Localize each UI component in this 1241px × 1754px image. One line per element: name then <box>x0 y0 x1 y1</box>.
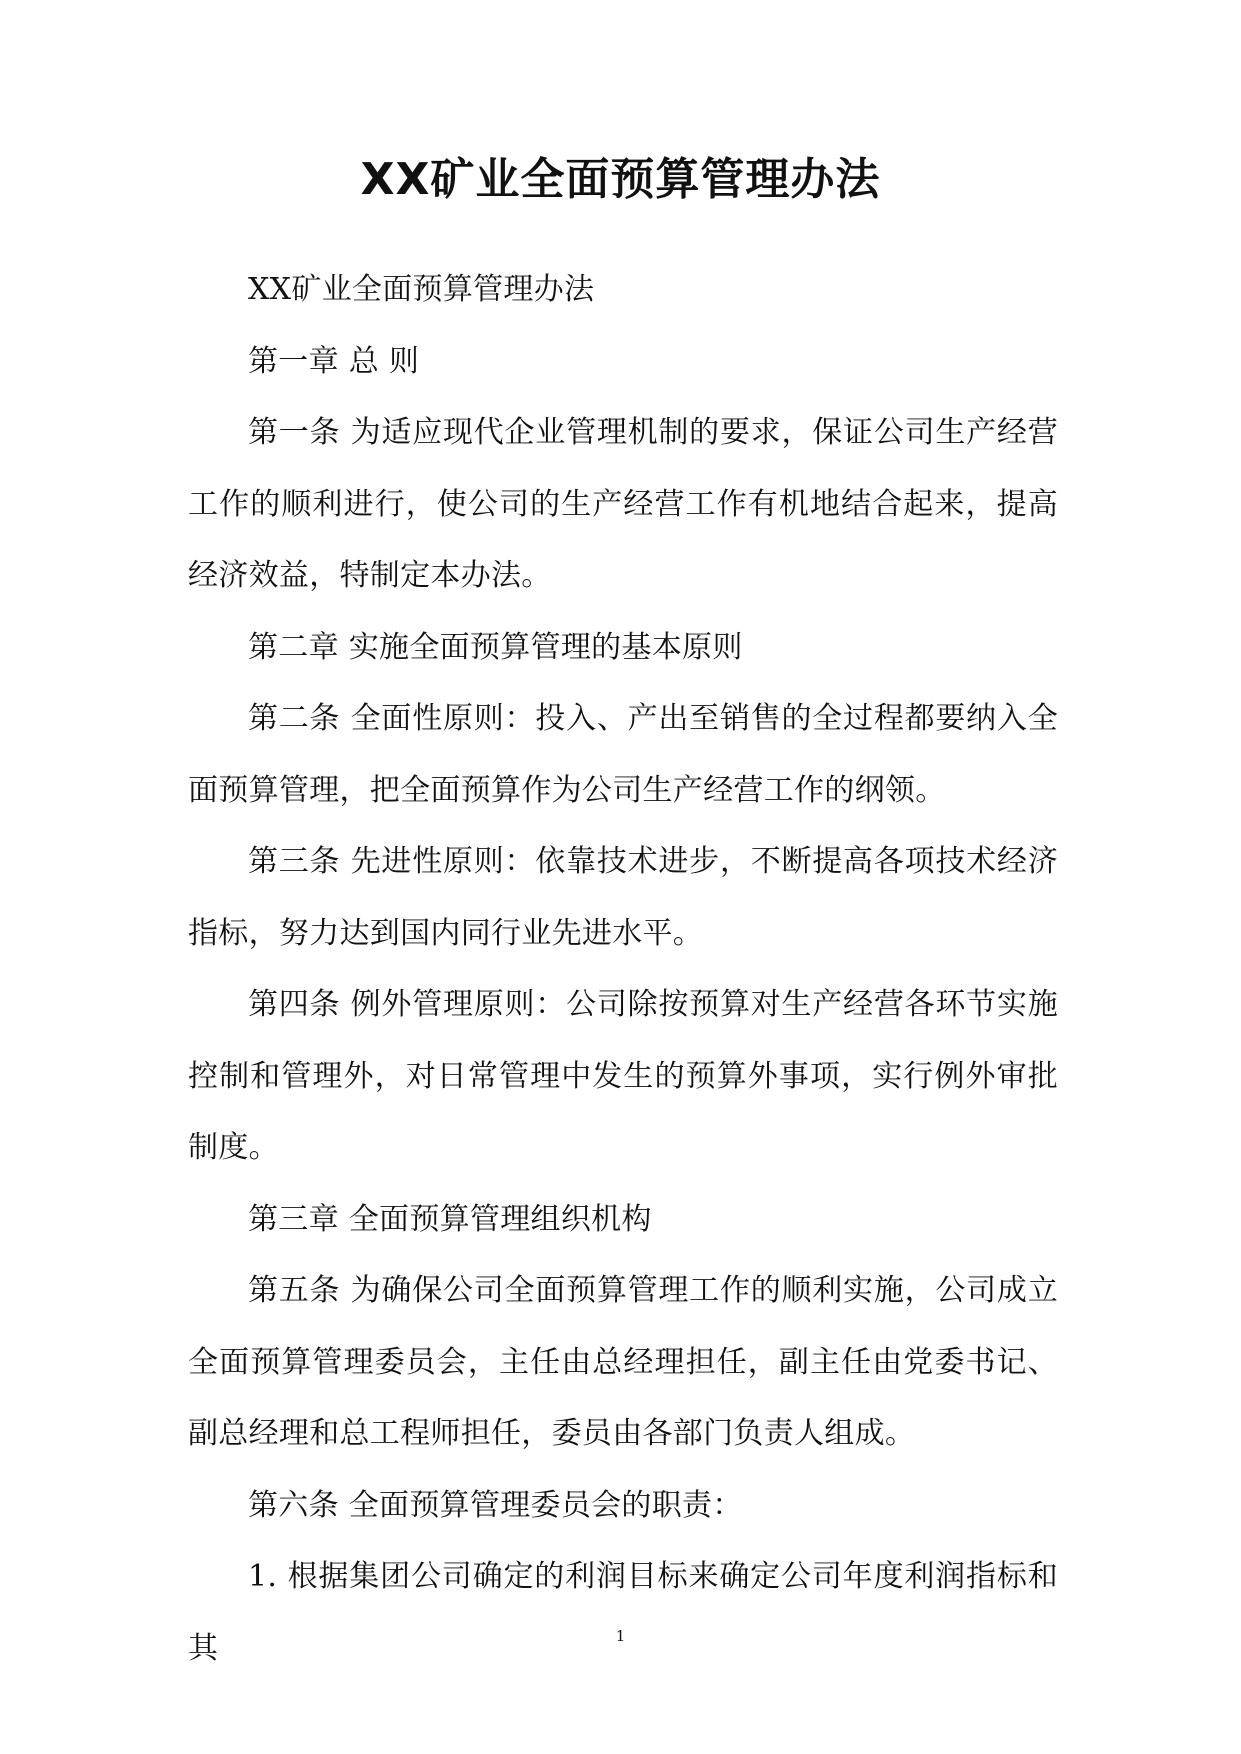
chapter-1-heading: 第一章 总 则 <box>248 343 420 379</box>
chapter-2-heading: 第二章 实施全面预算管理的基本原则 <box>248 629 743 665</box>
paragraph-heading: XX矿业全面预算管理办法 <box>248 272 595 307</box>
chapter-3-heading: 第三章 全面预算管理组织机构 <box>248 1201 652 1237</box>
article-2: 第二条 全面性原则：投入、产出至销售的全过程都要纳入全面预算管理，把全面预算作为公司生产经营工作的纲领。 <box>188 701 1058 808</box>
article-5: 第五条 为确保公司全面预算管理工作的顺利实施，公司成立全面预算管理委员会，主任由总经理担任，副主任由党委书记、副总经理和总工程师担任，委员由各部门负责人组成。 <box>188 1273 1058 1451</box>
document-title: XX矿业全面预算管理办法 <box>360 154 881 205</box>
document-body <box>188 254 1058 1684</box>
article-4: 第四条 例外管理原则：公司除按预算对生产经营各环节实施控制和管理外，对日常管理中发生的预算外事项，实行例外审批制度。 <box>188 987 1058 1165</box>
article-3: 第三条 先进性原则：依靠技术进步，不断提高各项技术经济指标，努力达到国内同行业先进水平。 <box>188 844 1058 951</box>
page-number: 1 <box>615 1627 626 1645</box>
article-1: 第一条 为适应现代企业管理机制的要求，保证公司生产经营工作的顺利进行，使公司的生产经营工作有机地结合起来，提高经济效益，特制定本办法。 <box>188 415 1058 593</box>
article-6: 第六条 全面预算管理委员会的职责： <box>248 1487 743 1523</box>
list-item-1: 1. 根据集团公司确定的利润目标来确定公司年度利润指标和其 <box>188 1559 1058 1666</box>
